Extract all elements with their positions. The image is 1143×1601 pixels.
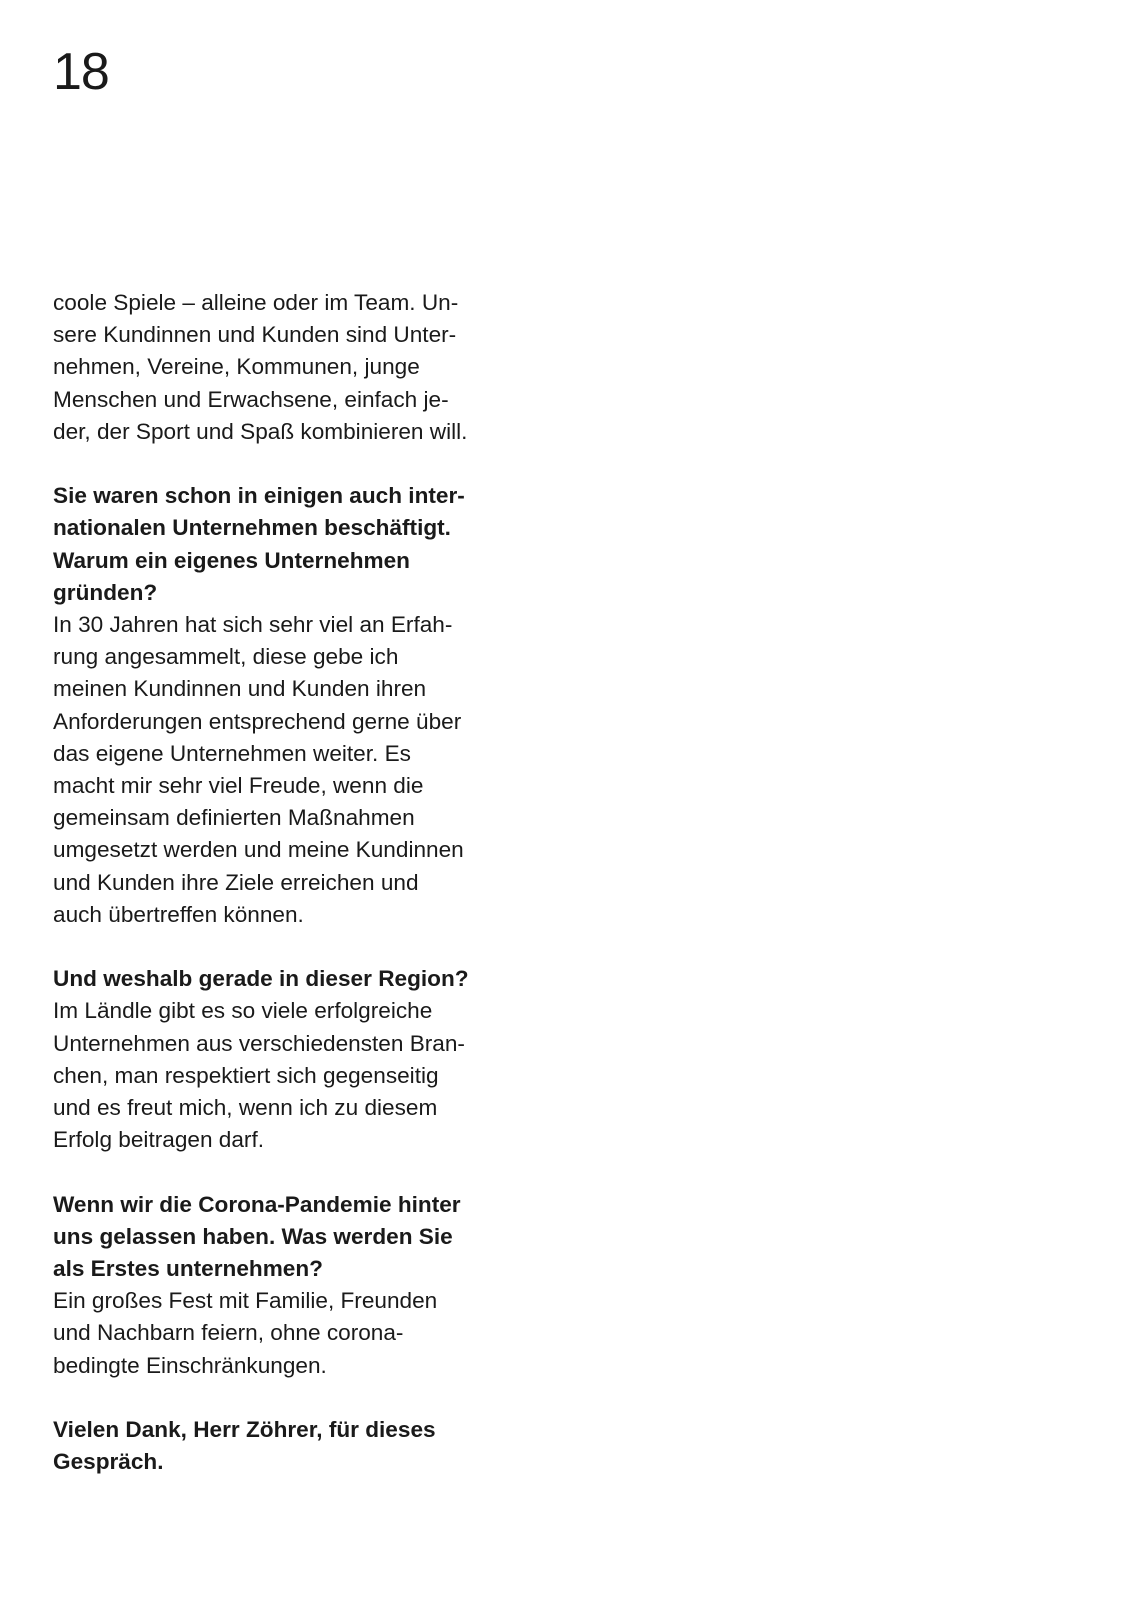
text-line: Wenn wir die Corona-Pandemie hinter <box>53 1191 461 1217</box>
answer-paragraph <box>53 995 523 1156</box>
text-line: Im Ländle gibt es so viele erfolgreiche <box>53 998 433 1024</box>
paragraph-spacer <box>53 1382 523 1414</box>
text-line: umgesetzt werden und meine Kundinnen <box>53 837 464 863</box>
text-line: Menschen und Erwachsene, einfach je- <box>53 386 449 412</box>
text-line: Warum ein eigenes Unternehmen <box>53 547 410 573</box>
text-line: Vielen Dank, Herr Zöhrer, für dieses <box>53 1417 436 1443</box>
text-line: sere Kundinnen und Kunden sind Unter- <box>53 322 457 348</box>
interview-question <box>53 1189 523 1286</box>
paragraph-spacer <box>53 1156 523 1188</box>
answer-paragraph <box>53 1285 523 1382</box>
text-line: der, der Sport und Spaß kombinieren will. <box>53 418 468 444</box>
text-line: meinen Kundinnen und Kunden ihren <box>53 676 427 702</box>
page-number: 18 <box>53 43 109 101</box>
answer-paragraph <box>53 609 523 931</box>
text-line: und Nachbarn feiern, ohne corona- <box>53 1320 404 1346</box>
paragraph-spacer <box>53 931 523 963</box>
answer-paragraph <box>53 287 523 448</box>
interview-text-column <box>53 287 523 1478</box>
text-line: das eigene Unternehmen weiter. Es <box>53 740 411 766</box>
text-line: Ein großes Fest mit Familie, Freunden <box>53 1288 438 1314</box>
text-line: bedingte Einschränkungen. <box>53 1352 327 1378</box>
text-line: Unternehmen aus verschiedensten Bran- <box>53 1030 465 1056</box>
text-line: Und weshalb gerade in dieser Region? <box>53 966 469 992</box>
closing-statement <box>53 1414 523 1478</box>
text-line: als Erstes unternehmen? <box>53 1256 323 1282</box>
text-line: In 30 Jahren hat sich sehr viel an Erfah- <box>53 612 453 638</box>
text-line: Sie waren schon in einigen auch inter- <box>53 483 465 509</box>
interview-question <box>53 963 523 995</box>
text-line: Erfolg beitragen darf. <box>53 1127 265 1153</box>
text-line: uns gelassen haben. Was werden Sie <box>53 1223 453 1249</box>
text-line: auch übertreffen können. <box>53 901 304 927</box>
text-line: gründen? <box>53 579 158 605</box>
text-line: coole Spiele – alleine oder im Team. Un- <box>53 290 459 315</box>
text-line: gemeinsam definierten Maßnahmen <box>53 805 415 831</box>
text-line: rung angesammelt, diese gebe ich <box>53 644 399 670</box>
interview-question <box>53 480 523 609</box>
text-line: macht mir sehr viel Freude, wenn die <box>53 773 424 799</box>
text-line: chen, man respektiert sich gegenseitig <box>53 1062 439 1088</box>
text-line: nationalen Unternehmen beschäftigt. <box>53 515 451 541</box>
text-line: und Kunden ihre Ziele erreichen und <box>53 869 419 895</box>
text-line: nehmen, Vereine, Kommunen, junge <box>53 354 420 380</box>
text-line: Gespräch. <box>53 1449 164 1475</box>
paragraph-spacer <box>53 448 523 480</box>
text-line: und es freut mich, wenn ich zu diesem <box>53 1095 438 1121</box>
text-line: Anforderungen entsprechend gerne über <box>53 708 462 734</box>
